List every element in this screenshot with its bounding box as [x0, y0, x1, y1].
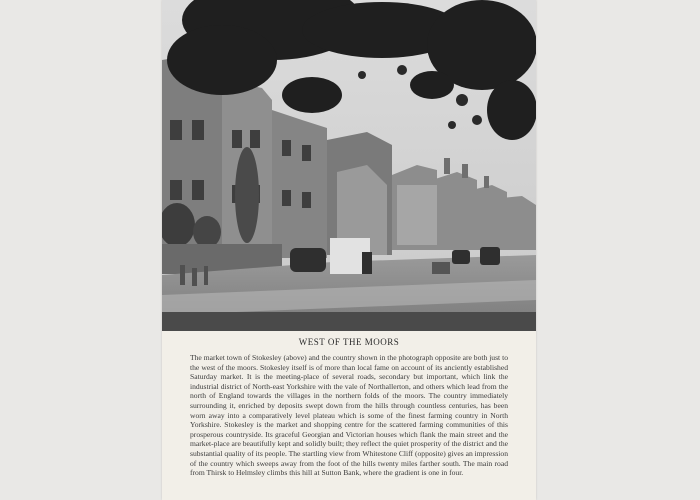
book-page: [162, 0, 536, 500]
body-paragraph: The market town of Stokesley (above) and the country shown in the photograph opposite are both just to the west of the moors. Stokesley itself is of more than local fame on account of its anciently established Saturday market. It is the meeting-place of several roads, secondary but important, which link the industrial district of North-east Yorkshire with the vale of Northallerton, and others which lead from the north of England towards the villages in the northern folds of the moors. The country immediately surrounding it, enriched by deposits swept down from the hills through countless centuries, has been worn away into a comparatively level plateau which is some of the finest farming country in North Yorkshire. Stokesley is the market and shopping centre for the scattered farming communities of this prosperous countryside. Its graceful Georgian and Victorian houses which flank the main street and the market-place are beautifully kept and solidly built; they reflect the quiet prosperity of the district and the substantial quality of its people. The startling view from Whitestone Cliff (opposite) gives an impression of the country which sweeps away from the foot of the hills twenty miles farther south. The main road from Thirsk to Helmsley climbs this hill at Sutton Bank, where the gradient is one in four.: [190, 353, 508, 478]
street-scene-photo: [162, 0, 536, 331]
caption-block: [190, 337, 508, 478]
section-heading: WEST OF THE MOORS: [298, 337, 400, 347]
photo-illustration: [162, 0, 536, 331]
